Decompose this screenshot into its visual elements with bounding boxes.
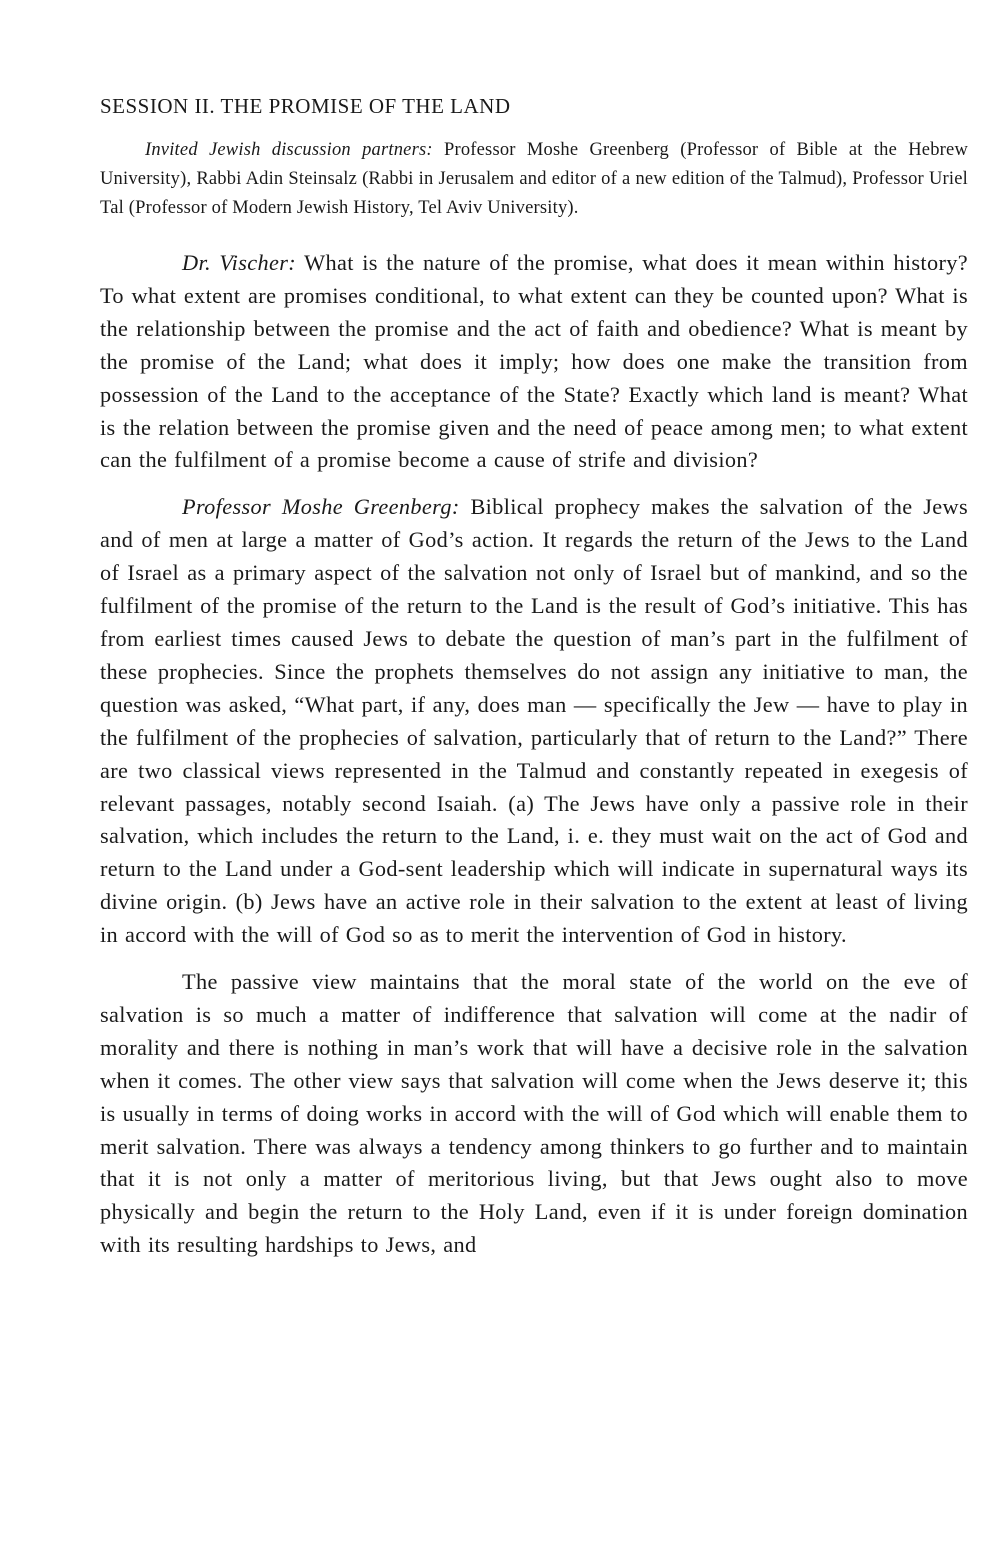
vischer-paragraph [100,247,968,477]
continuation-text: The passive view maintains that the moral state of the world on the eve of salvation is so much a matter of indifference that salvation will come at the nadir of morality and there is nothing in man’s work that will have a decisive role in the salvation when it comes. The other view says that salvation will come when the Jews deserve it; this is usually in terms of doing works in accord with the will of God which will enable them to merit salvation. There was always a tendency among thinkers to go further and to maintain that it is not only a matter of meritorious living, but that Jews ought also to move physically and begin the return to the Holy Land, even if it is under foreign domination with its resulting hardships to Jews, and [100,969,968,1258]
speaker-greenberg: Professor Moshe Greenberg: [182,494,460,520]
continuation-paragraph [100,966,968,1262]
greenberg-text: Biblical prophecy makes the salvation of the Jews and of men at large a matter of God’s action. It regards the return of the Jews to the Land of Israel as a primary aspect of the salvation not only of Israel but of mankind, and so the fulfilment of the promise of the return to the Land is the result of God’s initiative. This has from earliest times caused Jews to debate the question of man’s part in the fulfilment of these prophecies. Since the prophets themselves do not assign any initiative to man, the question was asked, “What part, if any, does man — specifically the Jew — have to play in the fulfilment of the prophecies of salvation, particularly that of return to the Land?” There are two classical views represented in the Talmud and constantly repeated in exegesis of relevant passages, notably second Isaiah. (a) The Jews have only a passive role in their salvation, which includes the return to the Land, i. e. they must wait on the act of God and return to the Land under a God-sent leadership which will indicate in supernatural ways its divine origin. (b) Jews have an active role in their salvation to the extent at least of living in accord with the will of God so as to merit the intervention of God in history. [100,494,968,948]
session-heading: SESSION II. THE PROMISE OF THE LAND [100,94,511,118]
vischer-text: What is the nature of the promise, what does it mean within history? To what extent are promises conditional, to what extent can they be counted upon? What is the relationship between the promise and the act of faith and obedience? What is meant by the promise of the Land; what does it imply; how does one make the transition from possession of the Land to the acceptance of the State? Exactly which land is meant? What is the relation between the promise given and the need of peace among men; to what extent can the fulfilment of a promise become a cause of strife and division? [100,250,968,473]
partners-text: Professor Moshe Greenberg (Professor of Bible at the Hebrew University), Rabbi Adin Steinsalz (Rabbi in Jerusalem and editor of a new edition of the Talmud), Professor Uriel Tal (Professor of Modern Jewish History, Tel Aviv University). [100,140,969,218]
document-page [100,92,968,1262]
discussion-partners [100,136,968,223]
greenberg-paragraph [100,491,968,952]
speaker-vischer: Dr. Vischer: [182,250,297,275]
partners-label: Invited Jewish discussion partners: [145,140,433,160]
